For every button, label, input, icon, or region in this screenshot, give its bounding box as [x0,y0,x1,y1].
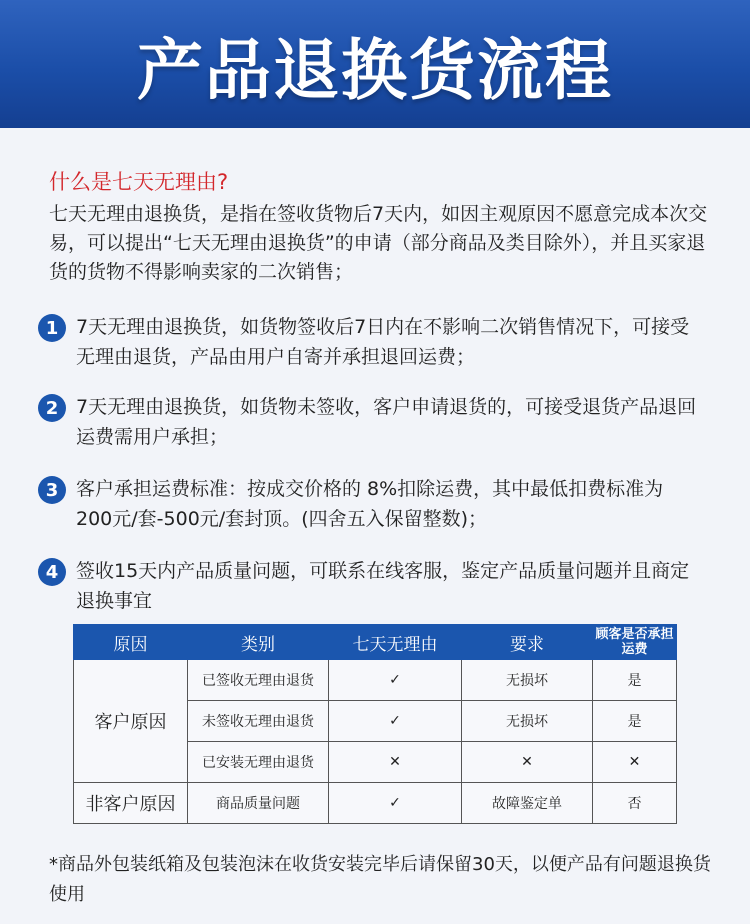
table-row [74,660,677,701]
check-icon: ✓ [329,701,462,742]
rule-item-1 [38,312,698,372]
fee-cell: 否 [593,783,677,824]
table-header-row [74,625,677,660]
category-cell: 已安装无理由退货 [188,742,329,783]
page-title: 产品退换货流程 [137,31,613,109]
reason-customer: 客户原因 [74,660,188,783]
check-icon: ✓ [329,660,462,701]
rule-item-2 [38,392,698,452]
number-badge-1: 1 [38,314,66,342]
rule-text-3: 客户承担运费标准：按成交价格的 8%扣除运费，其中最低扣费标准为200元/套-500元/套封顶。(四舍五入保留整数)； [76,478,664,530]
check-icon: ✓ [329,783,462,824]
number-badge-4: 4 [38,558,66,586]
fee-cell: 是 [593,660,677,701]
header-category: 类别 [188,625,329,660]
number-badge-2: 2 [38,394,66,422]
header-reason: 原因 [74,625,188,660]
rule-item-3 [38,474,698,534]
footnote: *商品外包装纸箱及包装泡沫在收货安装完毕后请保留30天，以便产品有问题退换货使用 [49,854,711,905]
intro-text: 七天无理由退换货，是指在签收货物后7天内，如因主观原因不愿意完成本次交易，可以提出“七天无理由退换货”的申请（部分商品及类目除外），并且买家退货的货物不得影响卖家的二次销售； [49,203,708,283]
header-banner [0,0,750,128]
header-requirement: 要求 [462,625,593,660]
table-row [74,783,677,824]
cross-icon: ✕ [462,742,593,783]
requirement-cell: 无损坏 [462,660,593,701]
return-policy-table [73,624,677,824]
cross-icon: ✕ [593,742,677,783]
rule-text-2: 7天无理由退换货，如货物未签收，客户申请退货的，可接受退货产品退回运费需用户承担； [76,396,697,448]
requirement-cell: 无损坏 [462,701,593,742]
header-fee: 顾客是否承担运费 [593,625,677,660]
reason-non-customer: 非客户原因 [74,783,188,824]
category-cell: 已签收无理由退货 [188,660,329,701]
cross-icon: ✕ [329,742,462,783]
question-title: 什么是七天无理由? [49,170,229,194]
fee-cell: 是 [593,701,677,742]
rule-text-4: 签收15天内产品质量问题，可联系在线客服，鉴定产品质量问题并且商定退换事宜 [76,560,690,612]
rule-item-4 [38,556,698,616]
number-badge-3: 3 [38,476,66,504]
rule-text-1: 7天无理由退换货，如货物签收后7日内在不影响二次销售情况下，可接受无理由退货，产品由用户自寄并承担退回运费； [76,316,690,368]
requirement-cell: 故障鉴定单 [462,783,593,824]
category-cell: 未签收无理由退货 [188,701,329,742]
header-seven-day: 七天无理由 [329,625,462,660]
category-cell: 商品质量问题 [188,783,329,824]
